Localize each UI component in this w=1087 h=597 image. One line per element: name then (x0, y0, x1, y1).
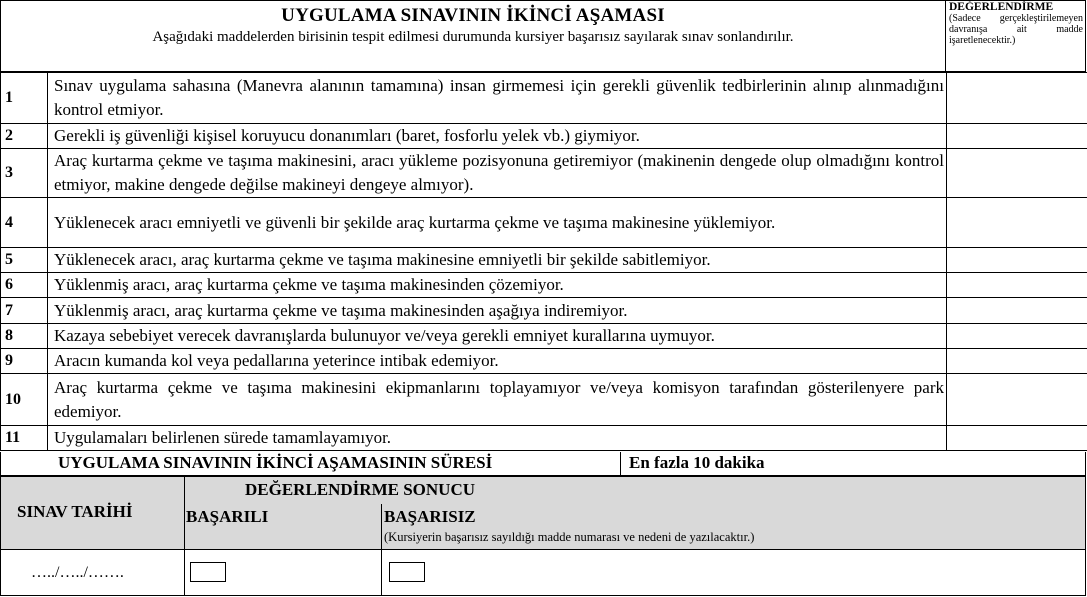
table-row (1, 324, 1087, 349)
evaluation-title: DEĞERLENDİRME (949, 1, 1054, 13)
table-row (1, 273, 1087, 298)
item-text: Yüklenecek aracı, araç kurtarma çekme ve taşıma makinesine emniyetli bir şekilde sabitlemiyor. (48, 248, 947, 273)
item-evaluation-cell[interactable] (947, 426, 1087, 451)
pass-cell (184, 549, 382, 596)
fail-note: (Kursiyerin başarısız sayıldığı madde numarası ve nedeni de yazılacaktır.) (384, 530, 755, 544)
fail-cell (381, 549, 1086, 596)
item-evaluation-cell[interactable] (947, 73, 1087, 124)
item-text: Gerekli iş güvenliği kişisel koruyucu donanımları (baret, fosforlu yelek vb.) giymiyor. (48, 124, 947, 149)
fail-header (381, 504, 1086, 550)
item-evaluation-cell[interactable] (947, 349, 1087, 374)
pass-checkbox[interactable] (190, 562, 226, 582)
item-number: 4 (1, 198, 48, 248)
evaluation-column-header (946, 0, 1086, 72)
pass-label: BAŞARILI (186, 507, 269, 526)
item-number: 7 (1, 298, 48, 324)
form-header (0, 0, 946, 72)
table-row (1, 124, 1087, 149)
form-title: UYGULAMA SINAVININ İKİNCİ AŞAMASI (281, 5, 665, 26)
fail-label: BAŞARISIZ (384, 507, 476, 526)
criteria-table (0, 72, 1087, 451)
table-row (1, 298, 1087, 324)
item-number: 3 (1, 149, 48, 198)
item-evaluation-cell[interactable] (947, 324, 1087, 349)
exam-date-header (0, 476, 185, 550)
evaluation-note: (Sadece gerçekleştirilemeyen davranışa ait madde işaretlenecektir.) (949, 13, 1083, 46)
item-text: Aracın kumanda kol veya pedallarına yeterince intibak edemiyor. (48, 349, 947, 374)
table-row (1, 198, 1087, 248)
duration-value: En fazla 10 dakika (629, 453, 765, 472)
item-number: 2 (1, 124, 48, 149)
exam-date-label: SINAV TARİHİ (17, 502, 133, 521)
item-text: Araç kurtarma çekme ve taşıma makinesini ekipmanlarını toplayamıyor ve/veya komisyon tarafından gösterilenyere park edemiyor. (48, 374, 947, 426)
item-evaluation-cell[interactable] (947, 198, 1087, 248)
item-evaluation-cell[interactable] (947, 298, 1087, 324)
item-text: Yüklenecek aracı emniyetli ve güvenli bir şekilde araç kurtarma çekme ve taşıma makinesine yüklemiyor. (48, 198, 947, 248)
item-number: 10 (1, 374, 48, 426)
exam-date-field[interactable] (0, 549, 185, 596)
table-row (1, 349, 1087, 374)
table-row (1, 73, 1087, 124)
item-number: 9 (1, 349, 48, 374)
form-instructions: Aşağıdaki maddelerden birisinin tespit edilmesi durumunda kursiyer başarısız sayılarak sınav sonlandırılır. (152, 29, 794, 45)
result-header (184, 476, 1086, 504)
duration-divider (620, 452, 621, 476)
item-number: 6 (1, 273, 48, 298)
item-number: 5 (1, 248, 48, 273)
item-text: Yüklenmiş aracı, araç kurtarma çekme ve taşıma makinesinden aşağıya indiremiyor. (48, 298, 947, 324)
item-number: 8 (1, 324, 48, 349)
table-row (1, 248, 1087, 273)
result-section (0, 476, 1086, 596)
duration-label: UYGULAMA SINAVININ İKİNCİ AŞAMASININ SÜRESİ (58, 453, 493, 472)
item-evaluation-cell[interactable] (947, 273, 1087, 298)
item-number: 1 (1, 73, 48, 124)
item-text: Sınav uygulama sahasına (Manevra alanının tamamına) insan girmemesi için gerekli güvenlik tedbirlerinin alınıp alınmadığını kontrol etmiyor. (48, 73, 947, 124)
exam-date-value: …../…../……. (31, 564, 124, 581)
fail-checkbox[interactable] (389, 562, 425, 582)
result-section-title: DEĞERLENDİRME SONUCU (245, 480, 475, 499)
table-row (1, 426, 1087, 451)
item-text: Araç kurtarma çekme ve taşıma makinesini, aracı yükleme pozisyonuna getiremiyor (makinenin dengede olup olmadığını kontrol etmiyor, makine dengede değilse makineyi dengeye almıyor). (48, 149, 947, 198)
item-text: Kazaya sebebiyet verecek davranışlarda bulunuyor ve/veya gerekli emniyet kurallarına uymuyor. (48, 324, 947, 349)
item-text: Yüklenmiş aracı, araç kurtarma çekme ve taşıma makinesinden çözemiyor. (48, 273, 947, 298)
table-row (1, 149, 1087, 198)
item-evaluation-cell[interactable] (947, 248, 1087, 273)
item-text: Uygulamaları belirlenen sürede tamamlayamıyor. (48, 426, 947, 451)
item-evaluation-cell[interactable] (947, 149, 1087, 198)
table-row (1, 374, 1087, 426)
duration-row (0, 452, 1086, 476)
item-evaluation-cell[interactable] (947, 124, 1087, 149)
pass-header (184, 504, 382, 550)
item-evaluation-cell[interactable] (947, 374, 1087, 426)
item-number: 11 (1, 426, 48, 451)
